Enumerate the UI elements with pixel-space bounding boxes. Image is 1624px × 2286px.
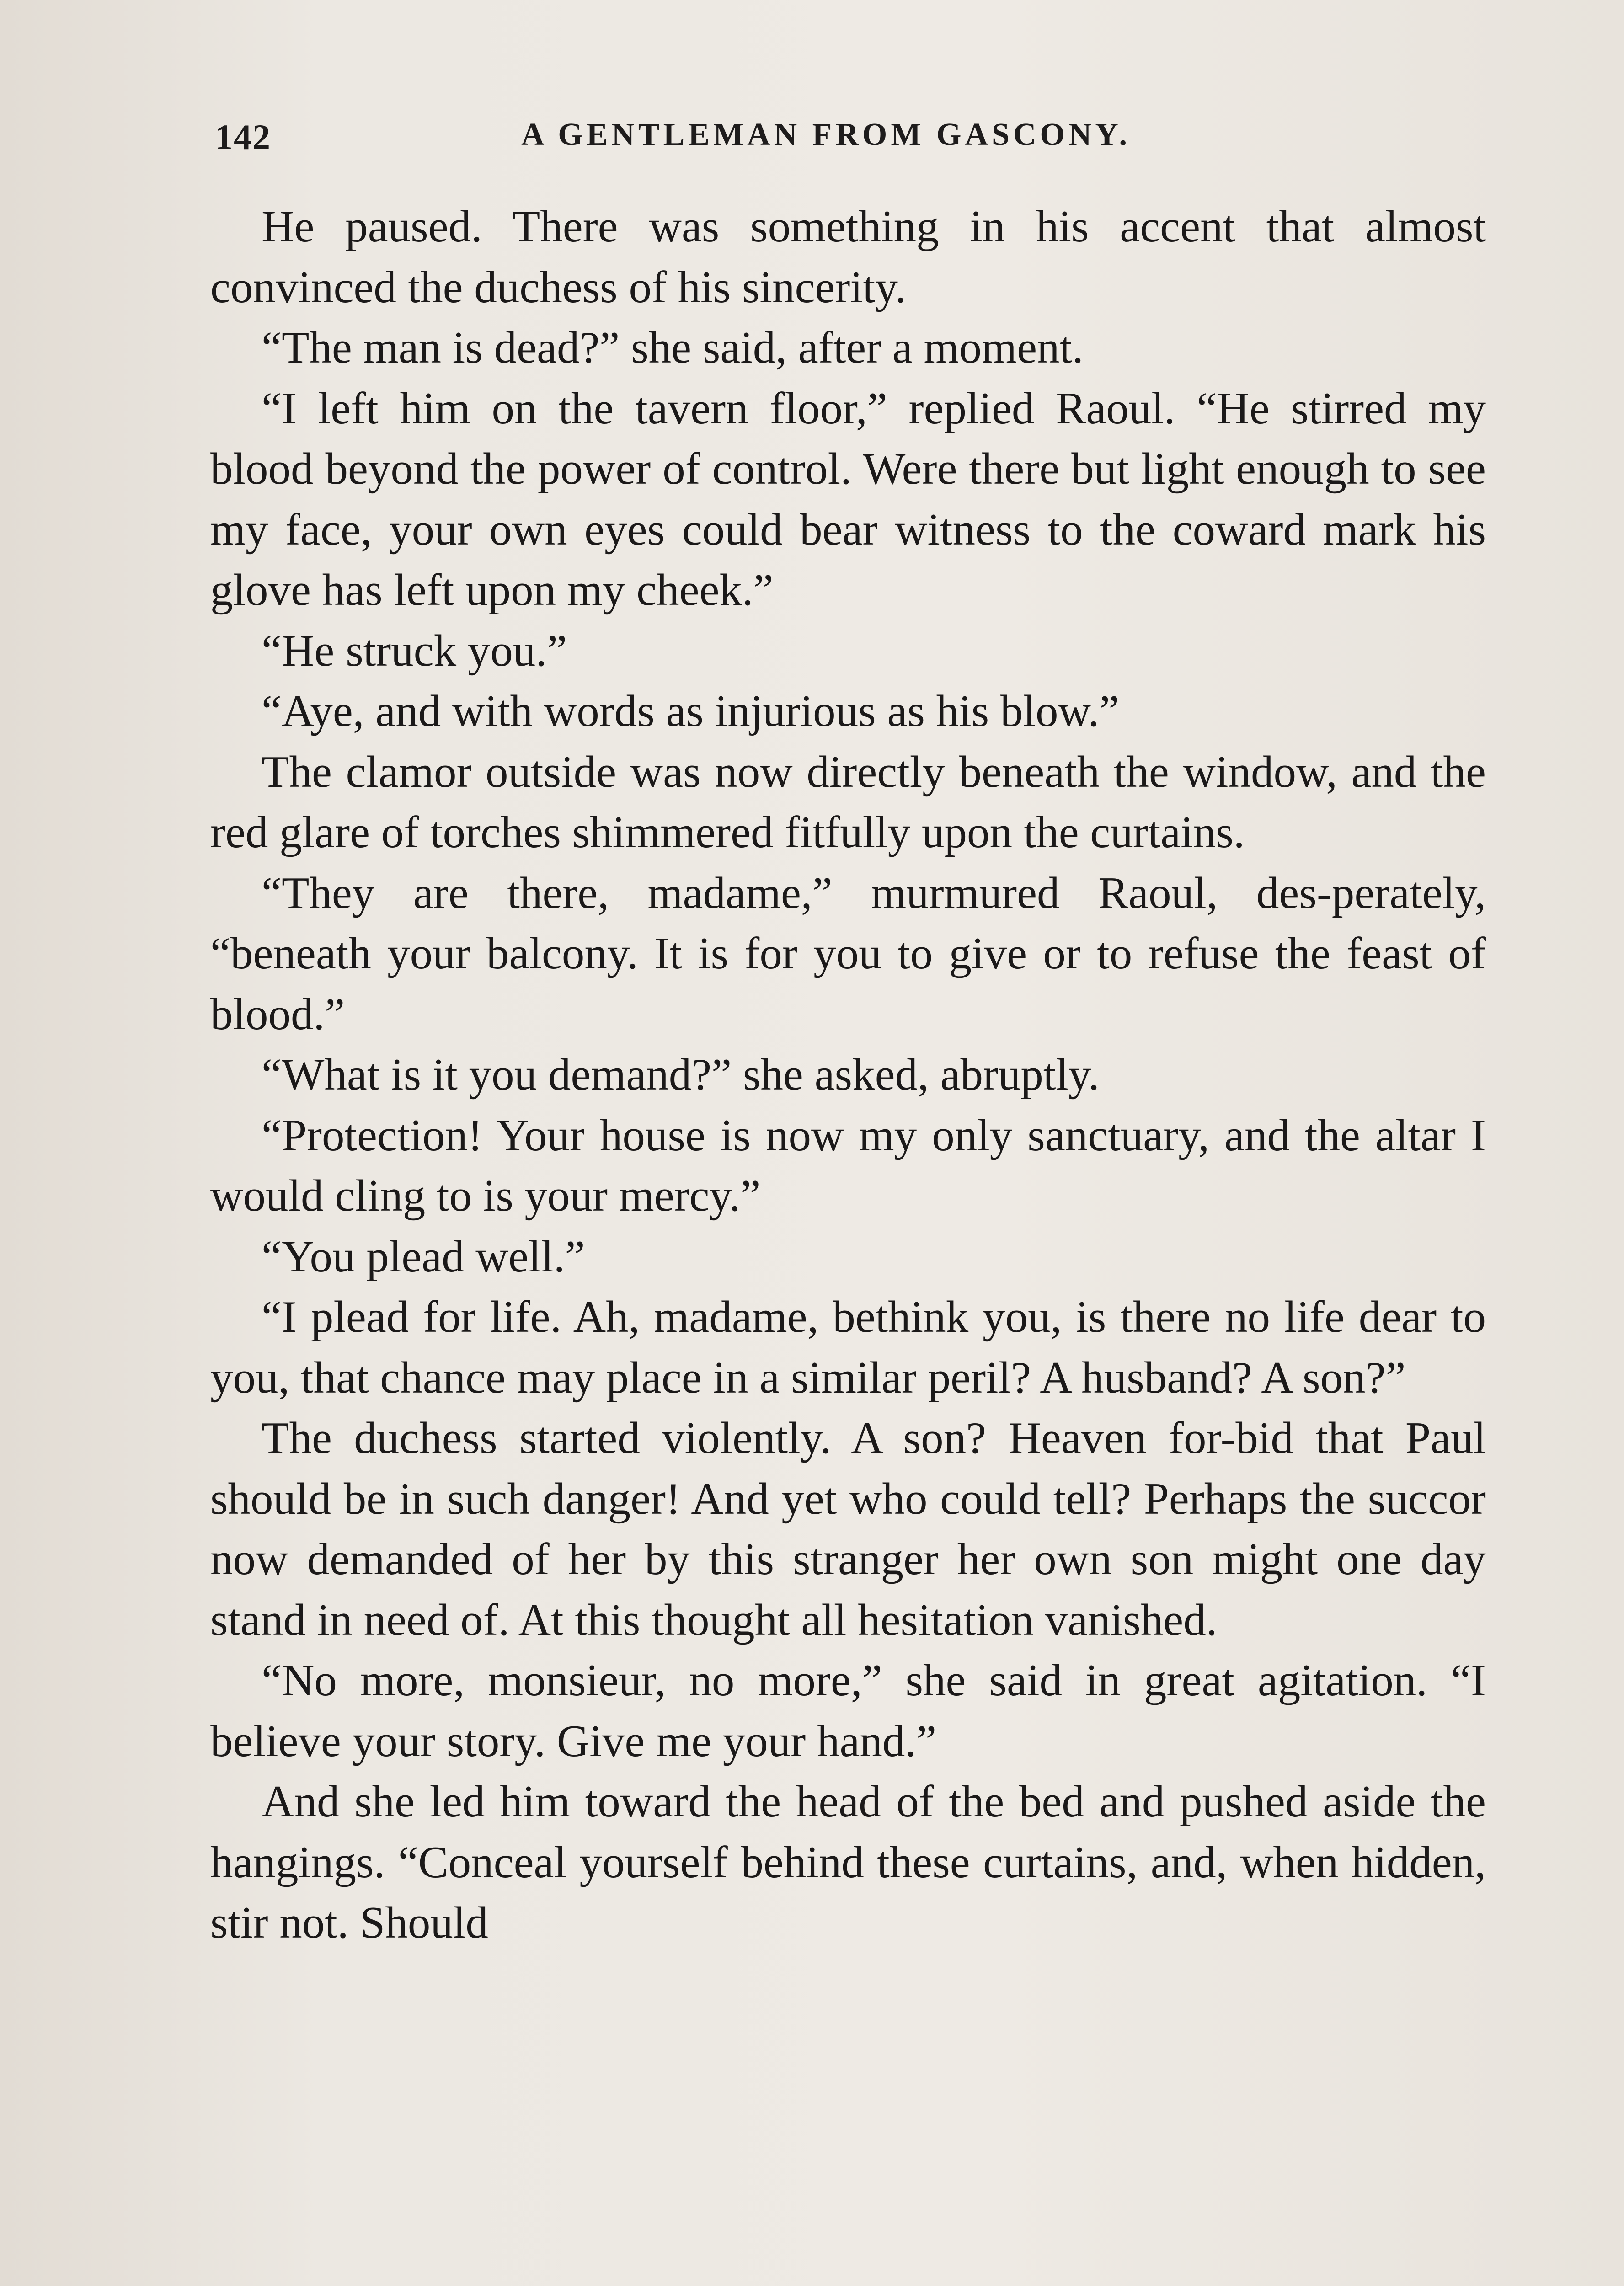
paragraph: “Aye, and with words as injurious as his blow.” <box>262 686 1120 736</box>
paragraph: “The man is dead?” she said, after a moment. <box>262 323 1084 373</box>
paragraph: He paused. There was something in his accent that almost convinced the duchess of his sincerity. <box>210 202 1486 312</box>
paragraph: And she led him toward the head of the bed and pushed aside the hangings. “Conceal yourself behind these curtains, and, when hidden, stir not. Should <box>210 1777 1486 1948</box>
paragraph: “They are there, madame,” murmured Raoul, des-perately, “beneath your balcony. It is for you to give or to refuse the feast of blood.” <box>210 868 1486 1039</box>
page-header <box>215 117 1490 171</box>
paragraph: “Protection! Your house is now my only sanctuary, and the altar I would cling to is your mercy.” <box>210 1110 1486 1221</box>
paragraph: “I left him on the tavern floor,” replied Raoul. “He stirred my blood beyond the power of control. Were there but light enough to see my face, your own eyes could bear witness to the coward mark his glove has left upon my cheek.” <box>210 383 1486 615</box>
running-title: A GENTLEMAN FROM GASCONY. <box>521 117 1131 152</box>
paragraph: “No more, monsieur, no more,” she said in great agitation. “I believe your story. Give me your hand.” <box>210 1656 1486 1766</box>
paragraph: “What is it you demand?” she asked, abruptly. <box>262 1050 1100 1100</box>
paragraph: “You plead well.” <box>262 1231 585 1282</box>
paragraph: “He struck you.” <box>262 625 567 676</box>
paragraph: The clamor outside was now directly beneath the window, and the red glare of torches shimmered fitfully upon the curtains. <box>210 747 1486 857</box>
body-text <box>210 197 1486 1954</box>
paragraph: The duchess started violently. A son? Heaven for-bid that Paul should be in such danger! And yet who could tell? Perhaps the succor now demanded of her by this stranger her own son might one day stand in need of. At this thought all hesitation vanished. <box>210 1413 1486 1645</box>
page-number: 142 <box>215 117 271 157</box>
paragraph: “I plead for life. Ah, madame, bethink you, is there no life dear to you, that chance may place in a similar peril? A husband? A son?” <box>210 1292 1486 1403</box>
